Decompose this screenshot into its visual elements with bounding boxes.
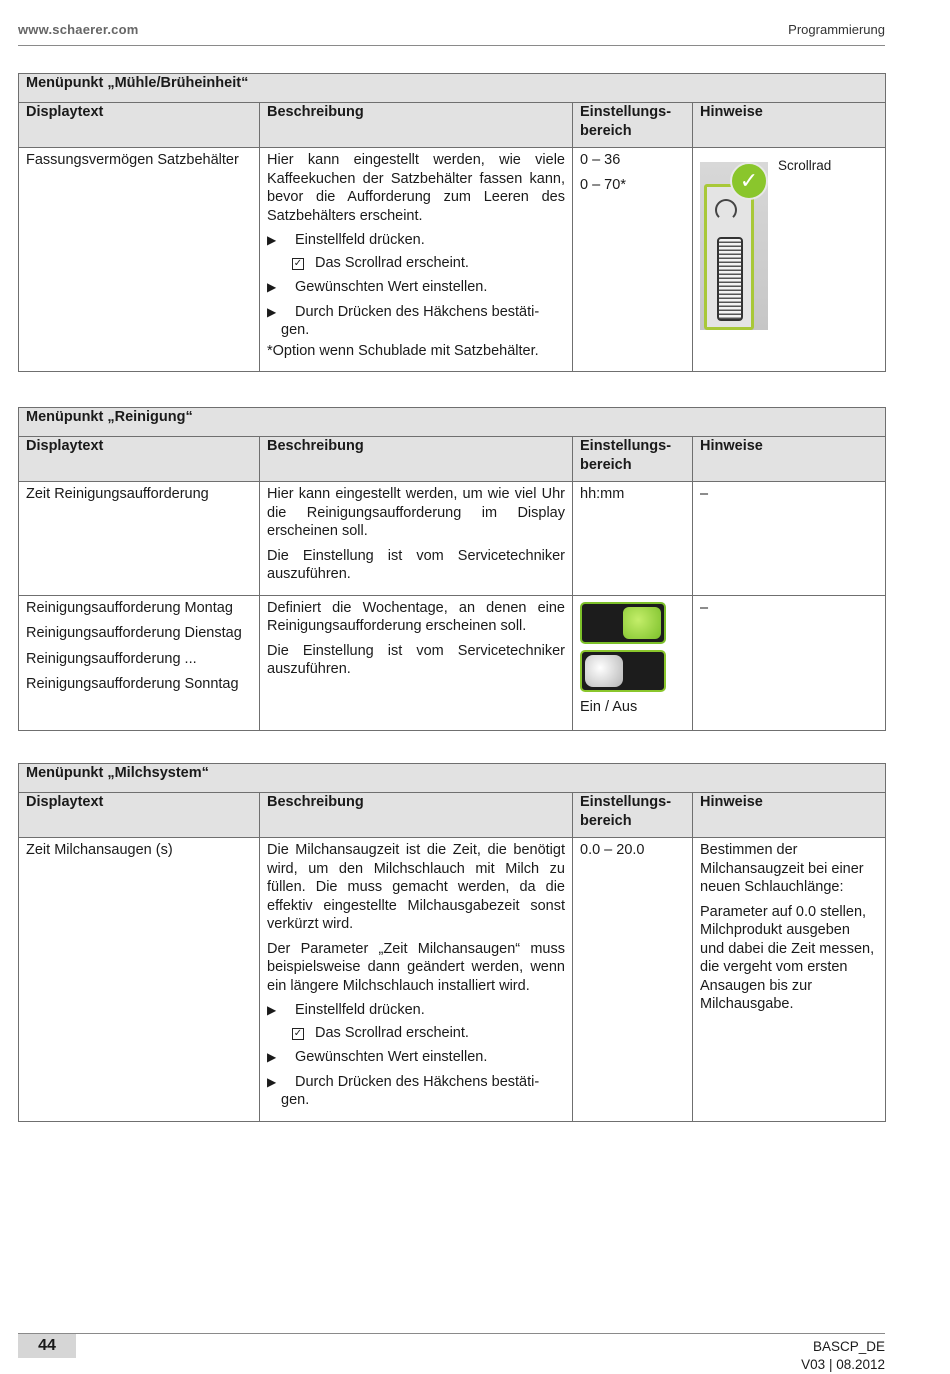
col-range: Einstellungs- bereich	[573, 103, 693, 148]
col-description: Beschreibung	[260, 437, 573, 482]
triangle-right-icon: ▶	[267, 233, 277, 247]
col-notes: Hinweise	[693, 437, 886, 482]
scroll-wheel-icon	[700, 162, 768, 330]
description: Definiert die Wochentage, an denen eine Reinigungsaufforderung erscheinen soll. Die Einstellung ist vom Servicetechniker auszuführen.	[260, 595, 573, 730]
col-range: Einstellungs- bereich	[573, 793, 693, 838]
table-milk-system	[18, 763, 886, 1122]
table-grinder	[18, 73, 886, 372]
table-title: Menüpunkt „Reinigung“	[19, 408, 886, 437]
triangle-right-icon: ▶	[267, 304, 277, 319]
col-description: Beschreibung	[260, 103, 573, 148]
triangle-right-icon: ▶	[267, 1074, 277, 1089]
display-text: Reinigungsaufforderung Montag Reinigungsaufforderung Dienstag Reinigungsaufforderung ... Reinigungsaufforderung Sonntag	[19, 595, 260, 730]
note-scrollrad: Scrollrad	[778, 158, 832, 173]
toggle-off-icon	[580, 650, 666, 692]
notes: Bestimmen der Milchansaugzeit bei einer neuen Schlauchlänge: Parameter auf 0.0 stellen, Milchprodukt ausgeben und dabei die Zeit messen, die vergeht vom ersten Ansaugen bis zur Milchausgabe.	[693, 838, 886, 1122]
section-title: Programmierung	[788, 22, 885, 37]
col-description: Beschreibung	[260, 793, 573, 838]
description: Hier kann eingestellt werden, um wie viel Uhr die Reinigungsaufforderung im Display erscheinen soll. Die Einstellung ist vom Servicetechniker auszuführen.	[260, 482, 573, 596]
range: Ein / Aus	[573, 595, 693, 730]
col-display: Displaytext	[19, 103, 260, 148]
notes	[693, 148, 886, 372]
page-number: 44	[18, 1334, 76, 1358]
description: Hier kann eingestellt werden, wie viele Kaffeekuchen der Satzbehälter fassen kann, bevor die Aufforderung zum Leeren des Satzbehälters erscheint. ▶ Einstellfeld drücken. ✓ Das Scrollrad erscheint. ▶ Gewünschten Wert einstellen. ▶ Durch Drücken des Häkchens bestäti- gen. *Option wenn Schublade mit Satzbehälter.	[260, 148, 573, 372]
checkmark-icon: ✓	[730, 162, 768, 200]
triangle-right-icon: ▶	[267, 1003, 277, 1017]
col-range: Einstellungs- bereich	[573, 437, 693, 482]
checked-box-icon: ✓	[293, 257, 303, 269]
table-row	[19, 148, 886, 372]
col-notes: Hinweise	[693, 793, 886, 838]
triangle-right-icon: ▶	[267, 1050, 277, 1064]
table-row	[19, 595, 886, 730]
range: 0 – 36 0 – 70*	[573, 148, 693, 372]
notes: –	[693, 595, 886, 730]
table-title: Menüpunkt „Mühle/Brüheinheit“	[19, 74, 886, 103]
table-row	[19, 838, 886, 1122]
display-text: Fassungsvermögen Satzbehälter	[19, 148, 260, 372]
col-display: Displaytext	[19, 793, 260, 838]
page-header	[18, 0, 885, 46]
range: hh:mm	[573, 482, 693, 596]
checked-box-icon: ✓	[293, 1027, 303, 1039]
notes: –	[693, 482, 886, 596]
table-title: Menüpunkt „Milchsystem“	[19, 764, 886, 793]
col-display: Displaytext	[19, 437, 260, 482]
description: Die Milchansaugzeit ist die Zeit, die benötigt wird, um den Milchschlauch mit Milch zu füllen. Die muss gemacht werden, da die effektiv eingestellte Milchausgabezeit sonst verkürzt wird. Der Parameter „Zeit Milchansaugen“ muss beispielsweise dann geändert werden, wenn ein längere Milchschlauch installiert wird. ▶ Einstellfeld drücken. ✓ Das Scrollrad erscheint. ▶ Gewünschten Wert einstellen. ▶ Durch Drücken des Häkchens bestäti- gen.	[260, 838, 573, 1122]
toggle-on-icon	[580, 602, 666, 644]
website-url: www.schaerer.com	[18, 22, 139, 37]
range: 0.0 – 20.0	[573, 838, 693, 1122]
document-code: BASCP_DE V03 | 08.2012	[801, 1339, 885, 1372]
triangle-right-icon: ▶	[267, 280, 277, 294]
table-cleaning	[18, 407, 886, 731]
display-text: Zeit Milchansaugen (s)	[19, 838, 260, 1122]
footer-divider	[18, 1333, 885, 1334]
table-row	[19, 482, 886, 596]
col-notes: Hinweise	[693, 103, 886, 148]
display-text: Zeit Reinigungsaufforderung	[19, 482, 260, 596]
